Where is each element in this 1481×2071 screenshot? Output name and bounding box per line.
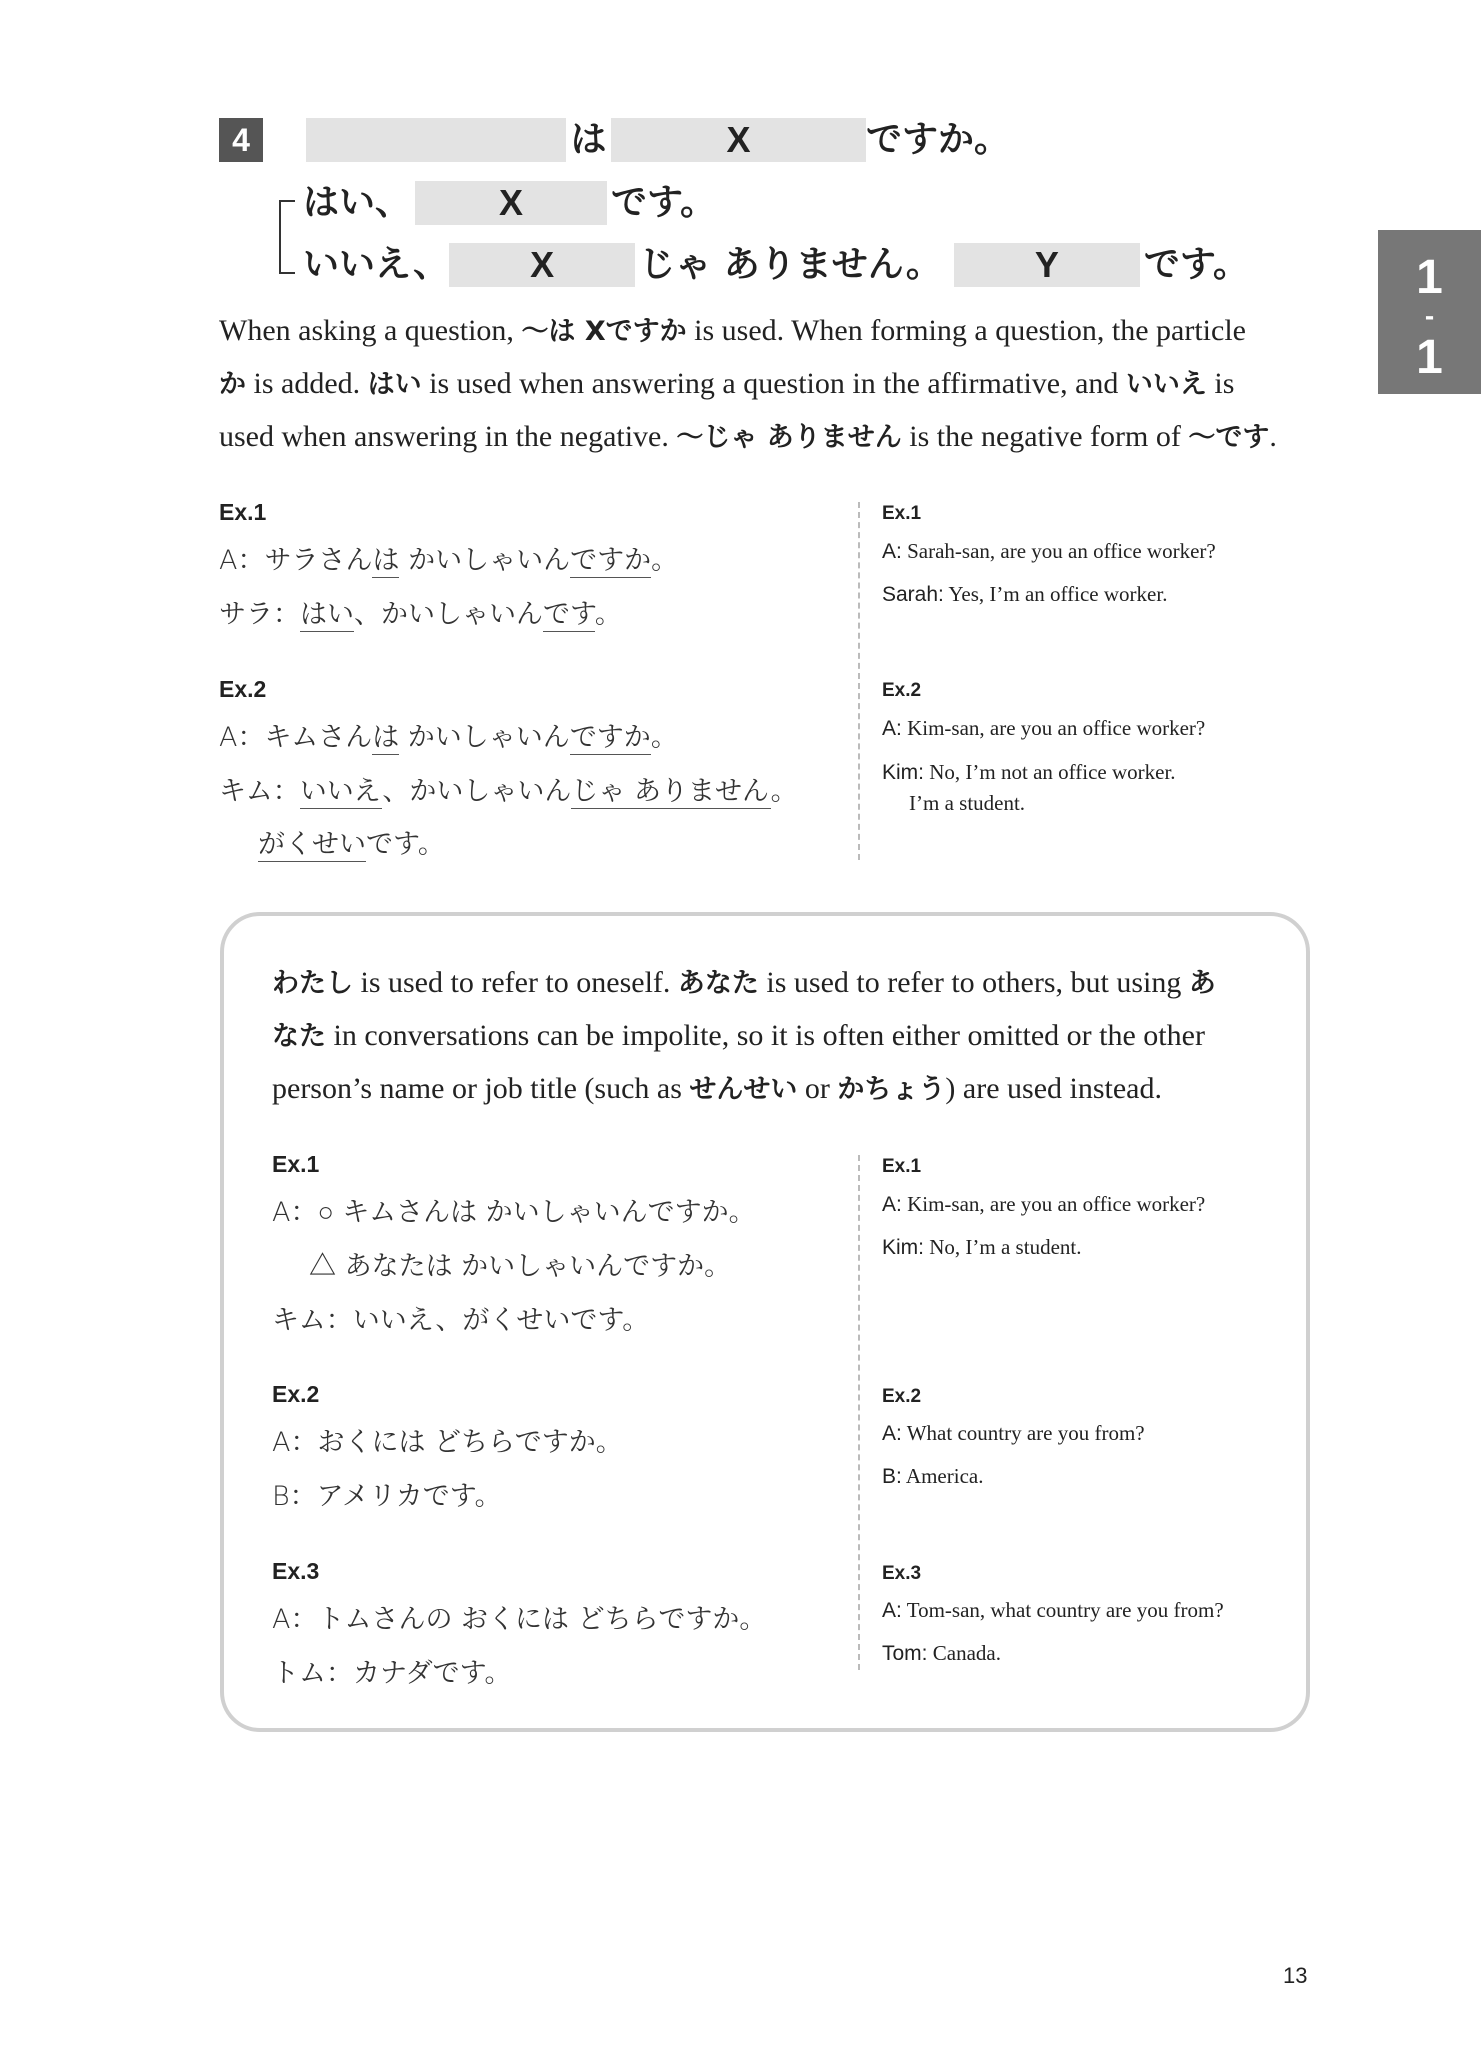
note-ex3-en-label: Ex.3 xyxy=(882,1563,922,1584)
explanation-line-1: When asking a question, 〜は Xですか is used. When forming a question, the particle xyxy=(219,314,1246,347)
pattern-wa: は xyxy=(570,119,607,160)
note-ex3-label: Ex.3 xyxy=(272,1558,320,1584)
blank-x-2: X xyxy=(415,181,607,225)
blank-x: X xyxy=(611,118,866,162)
chapter-tab xyxy=(1378,230,1481,394)
ex1-ja-line-2: サラ：はい、かいしゃいんです。 xyxy=(219,599,622,630)
ex2-en-label: Ex.2 xyxy=(882,680,922,701)
page-number: 13 xyxy=(1283,1963,1308,1988)
pattern-number: 4 xyxy=(219,118,263,162)
note-ex1-en-label: Ex.1 xyxy=(882,1156,922,1177)
ex1-en-line-2: Sarah: Yes, I’m an office worker. xyxy=(882,582,1168,606)
note-ex3-en-line-2: Tom: Canada. xyxy=(882,1641,1001,1665)
blank-y: Y xyxy=(954,243,1140,287)
note-ex1-label: Ex.1 xyxy=(272,1151,320,1177)
ex2-en-line-2: Kim: No, I’m not an office worker. xyxy=(882,760,1176,784)
pattern-no: いいえ、 xyxy=(303,244,450,285)
note-ex2-en-line-2: B: America. xyxy=(882,1464,984,1488)
explanation-line-3: used when answering in the negative. 〜じゃ ありません is the negative form of 〜です. xyxy=(219,420,1277,453)
ex1-en-line-1: A: Sarah-san, are you an office worker? xyxy=(882,539,1216,563)
pattern-end-2: です。 xyxy=(611,182,717,223)
explanation-line-2: か is added. はい is used when answering a question in the affirmative, and いいえ is xyxy=(219,367,1235,400)
ex2-ja-line-1: A：キムさんは かいしゃいんですか。 xyxy=(219,722,678,753)
note-ex1-ja-line-3: キム：いいえ、がくせいです。 xyxy=(272,1305,650,1336)
note-ex2-label: Ex.2 xyxy=(272,1381,320,1407)
note-ex3-ja-line-2: トム：カナダです。 xyxy=(272,1658,512,1689)
note-ex3-ja-line-1: A：トムさんの おくには どちらですか。 xyxy=(272,1604,767,1635)
ex2-label: Ex.2 xyxy=(219,676,267,702)
note-line-3: person’s name or job title (such as せんせい or かちょう) are used instead. xyxy=(272,1072,1162,1105)
note-ex2-ja-line-1: A：おくには どちらですか。 xyxy=(272,1427,623,1458)
pattern-line-2 xyxy=(303,181,716,225)
note-ex3-en-line-1: A: Tom-san, what country are you from? xyxy=(882,1598,1224,1622)
pattern-line-3 xyxy=(303,243,1249,287)
answer-bracket xyxy=(279,200,295,274)
note-ex2-en-label: Ex.2 xyxy=(882,1386,922,1407)
pattern-line-1 xyxy=(306,118,1010,162)
blank-x-3: X xyxy=(449,243,635,287)
note-ex2-ja-line-2: B：アメリカです。 xyxy=(272,1481,502,1512)
ex1-en-label: Ex.1 xyxy=(882,503,922,524)
chapter-tab-mid: - xyxy=(1424,300,1435,331)
note-ex1-en-line-2: Kim: No, I’m a student. xyxy=(882,1235,1082,1259)
note-line-2: なた in conversations can be impolite, so it is often either omitted or the other xyxy=(272,1019,1205,1052)
ex2-en-line-1: A: Kim-san, are you an office worker? xyxy=(882,716,1206,740)
ex1-label: Ex.1 xyxy=(219,499,267,525)
chapter-tab-top: 1 xyxy=(1416,251,1443,304)
ex1-ja-line-1: A：サラさんは かいしゃいんですか。 xyxy=(219,545,679,576)
note-ex1-en-line-1: A: Kim-san, are you an office worker? xyxy=(882,1192,1206,1216)
note-line-1: わたし is used to refer to oneself. あなた is used to refer to others, but using あ xyxy=(272,966,1216,999)
note-ex1-ja-line-2: △ あなたは かいしゃいんですか。 xyxy=(309,1251,732,1282)
ex2-en-line-3: I’m a student. xyxy=(909,791,1026,815)
blank-topic xyxy=(306,118,566,162)
ex2-ja-line-2: キム：いいえ、かいしゃいんじゃ ありません。 xyxy=(219,776,798,807)
ex2-ja-line-3: がくせいです。 xyxy=(258,829,445,860)
pattern-end-3: です。 xyxy=(1143,244,1249,285)
note-ex2-en-line-1: A: What country are you from? xyxy=(882,1421,1145,1445)
pattern-neg: じゃ ありません。 xyxy=(639,244,942,285)
chapter-tab-bottom: 1 xyxy=(1416,331,1443,384)
note-divider xyxy=(858,1155,860,1670)
note-ex1-ja-line-1: A：○ キムさんは かいしゃいんですか。 xyxy=(272,1197,756,1228)
pattern-yes: はい、 xyxy=(303,182,412,223)
examples-divider xyxy=(858,502,860,860)
pattern-end: ですか。 xyxy=(866,119,1011,160)
